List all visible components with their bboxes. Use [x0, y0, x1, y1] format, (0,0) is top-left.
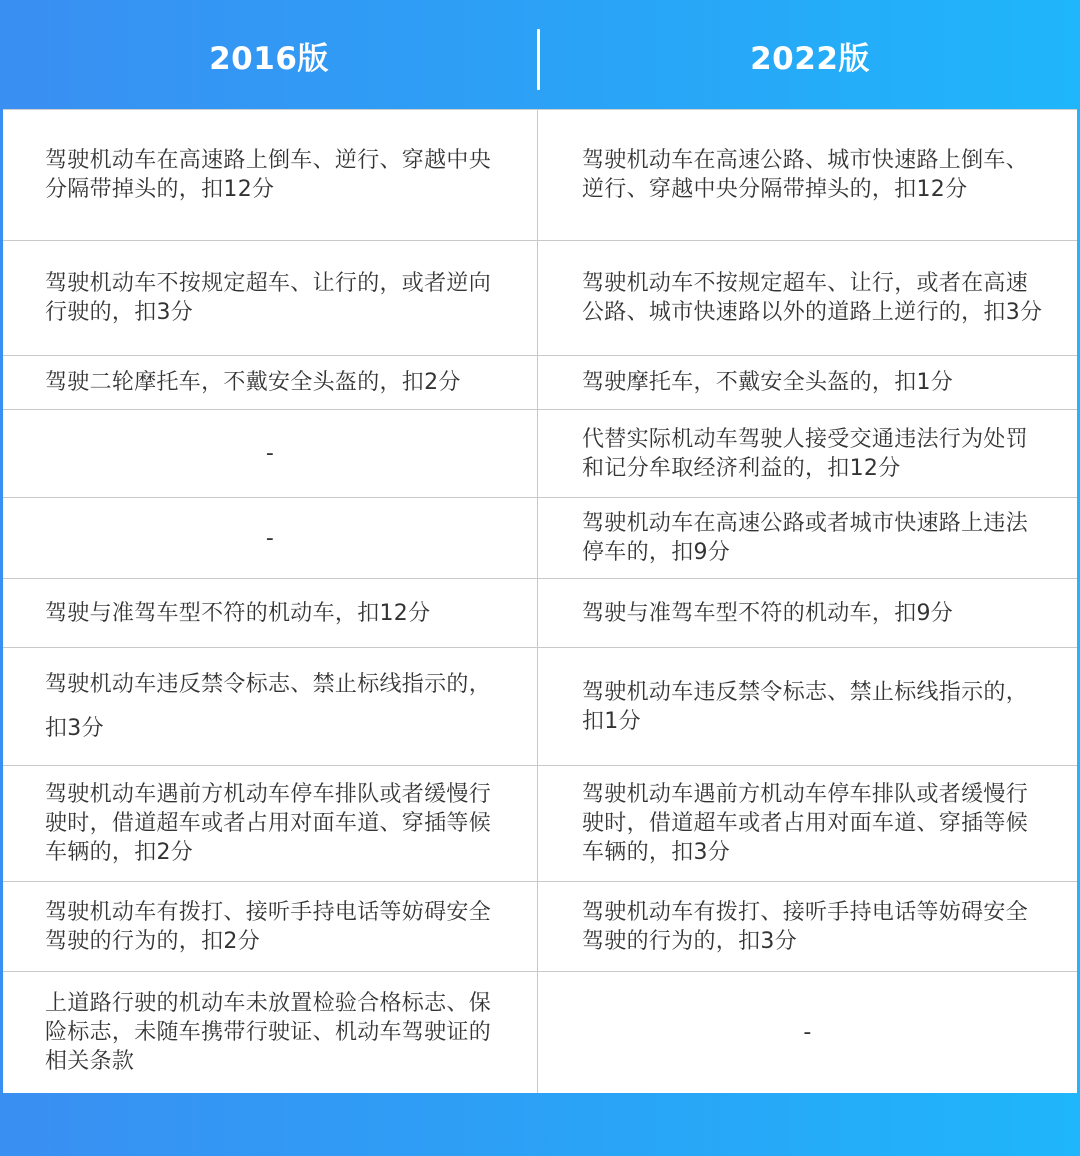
table-row	[3, 110, 1077, 241]
cell-2016: 驾驶机动车遇前方机动车停车排队或者缓慢行驶时，借道超车或者占用对面车道、穿插等候车辆的，扣2分	[3, 766, 538, 881]
cell-2022: 驾驶机动车遇前方机动车停车排队或者缓慢行驶时，借道超车或者占用对面车道、穿插等候车辆的，扣3分	[582, 782, 1029, 865]
table-row	[3, 972, 1077, 1093]
table-row	[3, 882, 1077, 972]
table-row	[3, 241, 1077, 356]
cell-2016: 驾驶机动车在高速路上倒车、逆行、穿越中央分隔带掉头的，扣12分	[3, 110, 538, 240]
cell-2022: 驾驶机动车在高速公路或者城市快速路上违法停车的，扣9分	[582, 511, 1029, 565]
cell-2022: 驾驶机动车有拨打、接听手持电话等妨碍安全驾驶的行为的，扣3分	[582, 899, 1029, 954]
cell-2022: 驾驶机动车不按规定超车、让行，或者在高速公路、城市快速路以外的道路上逆行的，扣3分	[582, 271, 1043, 325]
cell-2016: 上道路行驶的机动车未放置检验合格标志、保险标志，未随车携带行驶证、机动车驾驶证的相关条款	[3, 972, 538, 1093]
cell-2016: -	[3, 498, 538, 578]
cell-2016: 驾驶与准驾车型不符的机动车，扣12分	[3, 579, 538, 647]
cell-2022: -	[803, 1020, 812, 1045]
cell-2016: 驾驶二轮摩托车，不戴安全头盔的，扣2分	[3, 356, 538, 409]
cell-2022: 代替实际机动车驾驶人接受交通违法行为处罚和记分牟取经济利益的，扣12分	[582, 426, 1029, 481]
table-header	[0, 0, 1080, 110]
comparison-table	[3, 109, 1077, 1093]
cell-2022: 驾驶与准驾车型不符的机动车，扣9分	[582, 600, 954, 626]
cell-2016: 驾驶机动车违反禁令标志、禁止标线指示的，扣3分	[3, 648, 538, 765]
table-row	[3, 356, 1077, 410]
table-row	[3, 766, 1077, 882]
table-row	[3, 579, 1077, 648]
cell-2016: 驾驶机动车不按规定超车、让行的，或者逆向行驶的，扣3分	[3, 241, 538, 355]
table-row	[3, 648, 1077, 766]
cell-2016: -	[3, 410, 538, 497]
column-header-2016: 2016版	[209, 40, 329, 77]
cell-2022: 驾驶机动车违反禁令标志、禁止标线指示的，扣1分	[582, 679, 1029, 734]
cell-2022: 驾驶机动车在高速公路、城市快速路上倒车、逆行、穿越中央分隔带掉头的，扣12分	[582, 148, 1029, 202]
table-row	[3, 410, 1077, 498]
table-row	[3, 498, 1077, 579]
column-header-2022: 2022版	[750, 40, 870, 77]
cell-2016: 驾驶机动车有拨打、接听手持电话等妨碍安全驾驶的行为的，扣2分	[3, 882, 538, 971]
cell-2022: 驾驶摩托车，不戴安全头盔的，扣1分	[582, 370, 954, 395]
